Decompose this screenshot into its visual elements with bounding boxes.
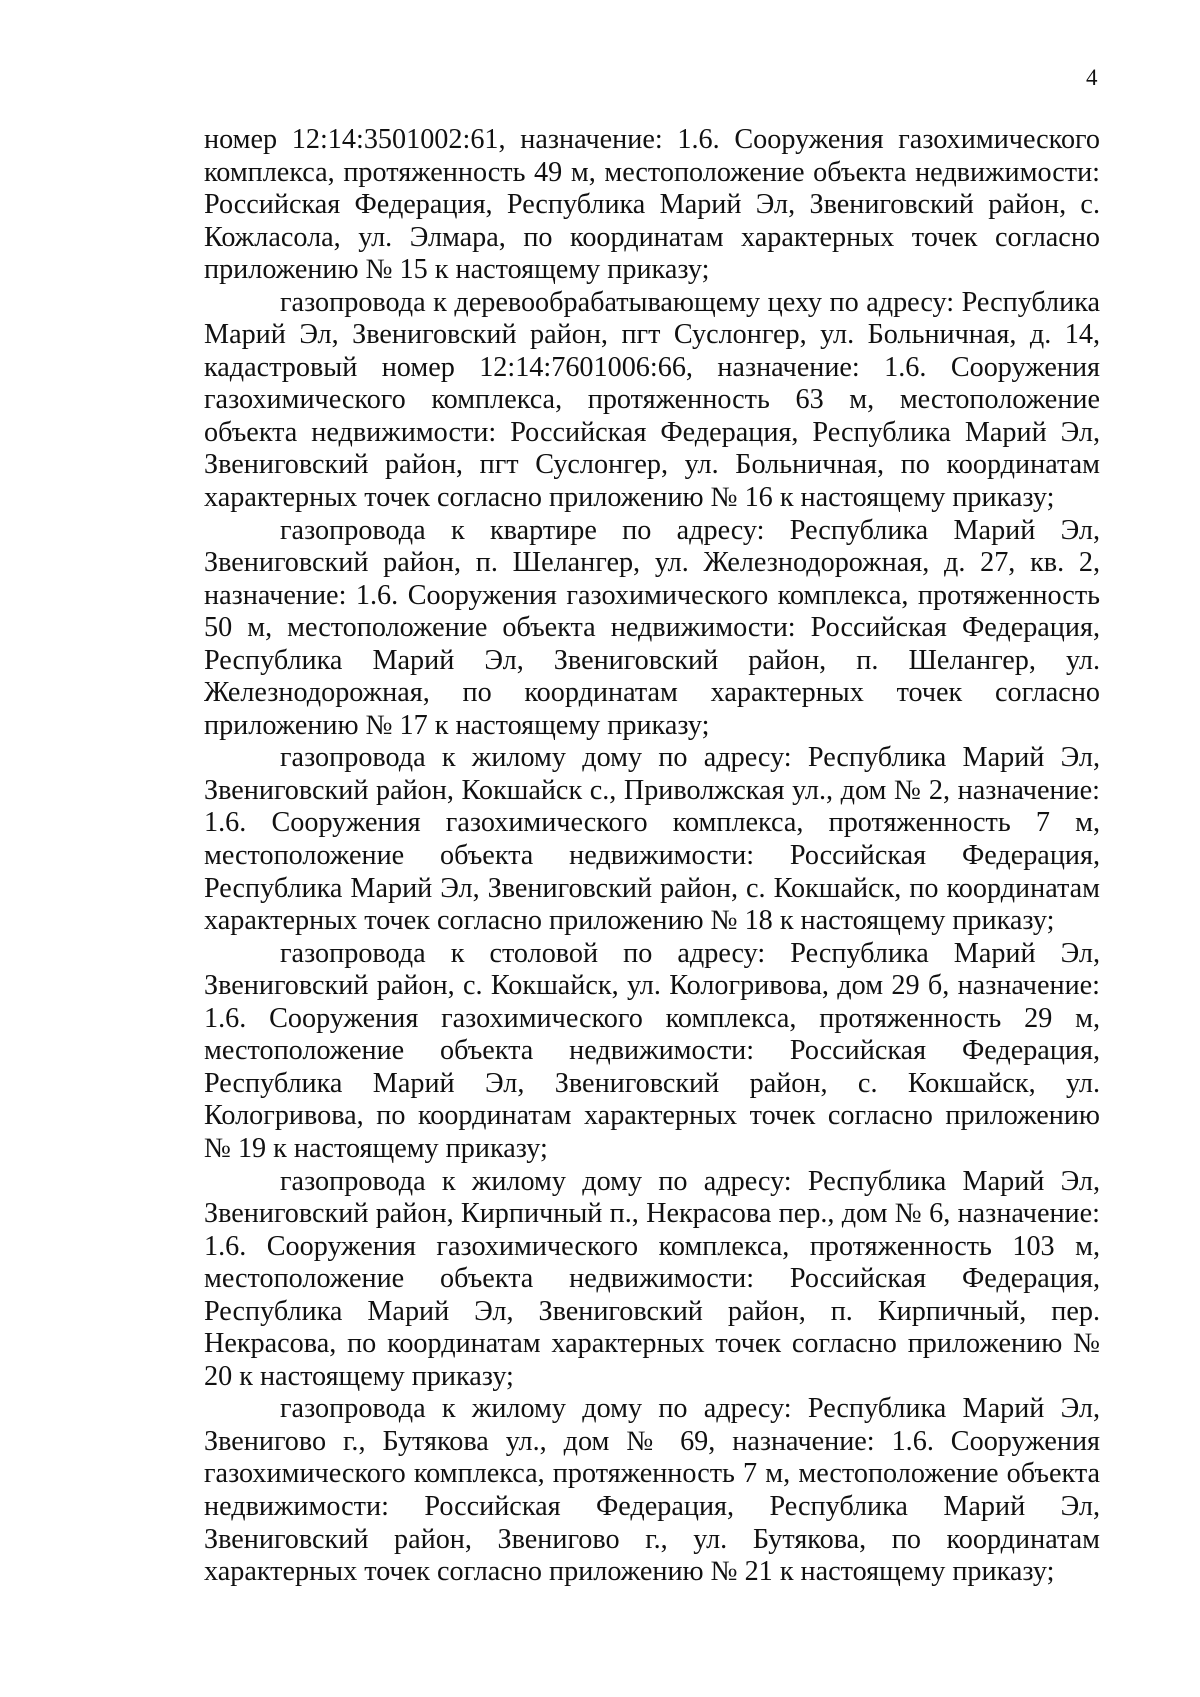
paragraph: газопровода к жилому дому по адресу: Республика Марий Эл, Звениговский район, Кокшайск с., Приволжская ул., дом № 2, назначение: 1.6. Сооружения газохимического комплекса, протяженность 7 м, местоположение объекта недвижимости: Российская Федерация, Республика Марий Эл, Звениговский район, с. Кокшайск, по координатам характерных точек согласно приложению № 18 к настоящему приказу;	[204, 742, 1100, 937]
document-body	[204, 124, 1100, 1589]
paragraph: газопровода к деревообрабатывающему цеху по адресу: Республика Марий Эл, Звениговский район, пгт Суслонгер, ул. Больничная, д. 14, кадастровый номер 12:14:7601006:66, назначение: 1.6. Сооружения газохимического комплекса, протяженность 63 м, местоположение объекта недвижимости: Российская Федерация, Республика Марий Эл, Звениговский район, пгт Суслонгер, ул. Больничная, по координатам характерных точек согласно приложению № 16 к настоящему приказу;	[204, 286, 1100, 514]
paragraph: газопровода к жилому дому по адресу: Республика Марий Эл, Звениговский район, Кирпичный п., Некрасова пер., дом № 6, назначение: 1.6. Сооружения газохимического комплекса, протяженность 103 м, местоположение объекта недвижимости: Российская Федерация, Республика Марий Эл, Звениговский район, п. Кирпичный, пер. Некрасова, по координатам характерных точек согласно приложению № 20 к настоящему приказу;	[204, 1165, 1100, 1392]
paragraph: газопровода к квартире по адресу: Республика Марий Эл, Звениговский район, п. Шелангер, ул. Железнодорожная, д. 27, кв. 2, назначение: 1.6. Сооружения газохимического комплекса, протяженность 50 м, местоположение объекта недвижимости: Российская Федерация, Республика Марий Эл, Звениговский район, п. Шелангер, ул. Железнодорожная, по координатам характерных точек согласно приложению № 17 к настоящему приказу;	[204, 514, 1100, 741]
paragraph: газопровода к жилому дому по адресу: Республика Марий Эл, Звенигово г., Бутякова ул., дом № 69, назначение: 1.6. Сооружения газохимического комплекса, протяженность 7 м, местоположение объекта недвижимости: Российская Федерация, Республика Марий Эл, Звениговский район, Звенигово г., ул. Бутякова, по координатам характерных точек согласно приложению № 21 к настоящему приказу;	[204, 1393, 1100, 1588]
paragraph: газопровода к столовой по адресу: Республика Марий Эл, Звениговский район, с. Кокшайск, ул. Кологривова, дом 29 б, назначение: 1.6. Сооружения газохимического комплекса, протяженность 29 м, местоположение объекта недвижимости: Российская Федерация, Республика Марий Эл, Звениговский район, с. Кокшайск, ул. Кологривова, по координатам характерных точек согласно приложению № 19 к настоящему приказу;	[204, 937, 1100, 1164]
paragraph: номер 12:14:3501002:61, назначение: 1.6. Сооружения газохимического комплекса, протяженность 49 м, местоположение объекта недвижимости: Российская Федерация, Республика Марий Эл, Звениговский район, с. Кожласола, ул. Элмара, по координатам характерных точек согласно приложению № 15 к настоящему приказу;	[204, 124, 1100, 286]
page-number: 4	[1086, 65, 1098, 90]
